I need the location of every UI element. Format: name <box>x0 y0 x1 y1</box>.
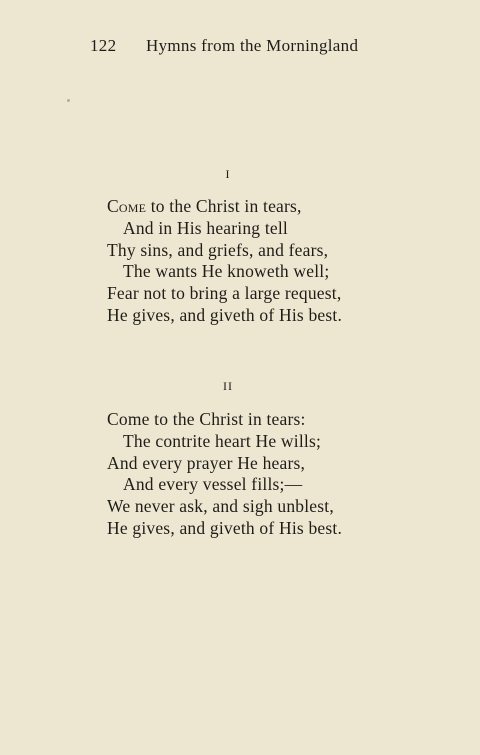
stanza <box>107 409 342 540</box>
book-title: Hymns from the Morningland <box>146 36 359 55</box>
paper-speck <box>67 99 70 102</box>
stanza-numeral: II <box>223 379 233 393</box>
verse-first-word: Come <box>107 196 147 216</box>
verse-line <box>107 196 342 218</box>
verse-line: He gives, and giveth of His best. <box>107 517 343 538</box>
verse-line: He gives, and giveth of His best. <box>107 304 343 325</box>
verse-line: The contrite heart He wills; <box>123 430 322 451</box>
verse-line: And every prayer He hears, <box>107 452 306 473</box>
verse-line: Thy sins, and griefs, and fears, <box>107 239 329 260</box>
page-number: 122 <box>90 36 117 55</box>
verse-line: Come to the Christ in tears: <box>107 409 306 429</box>
stanza <box>107 196 342 327</box>
verse-line: And in His hearing tell <box>123 217 288 238</box>
verse-line: And every vessel fills;— <box>123 474 303 495</box>
verse-line: The wants He knoweth well; <box>123 261 330 282</box>
verse-line-rest: to the Christ in tears, <box>146 196 302 216</box>
verse-line: Fear not to bring a large request, <box>107 283 342 304</box>
verse-line: We never ask, and sigh unblest, <box>107 496 334 517</box>
stanza-numeral: I <box>225 167 231 181</box>
